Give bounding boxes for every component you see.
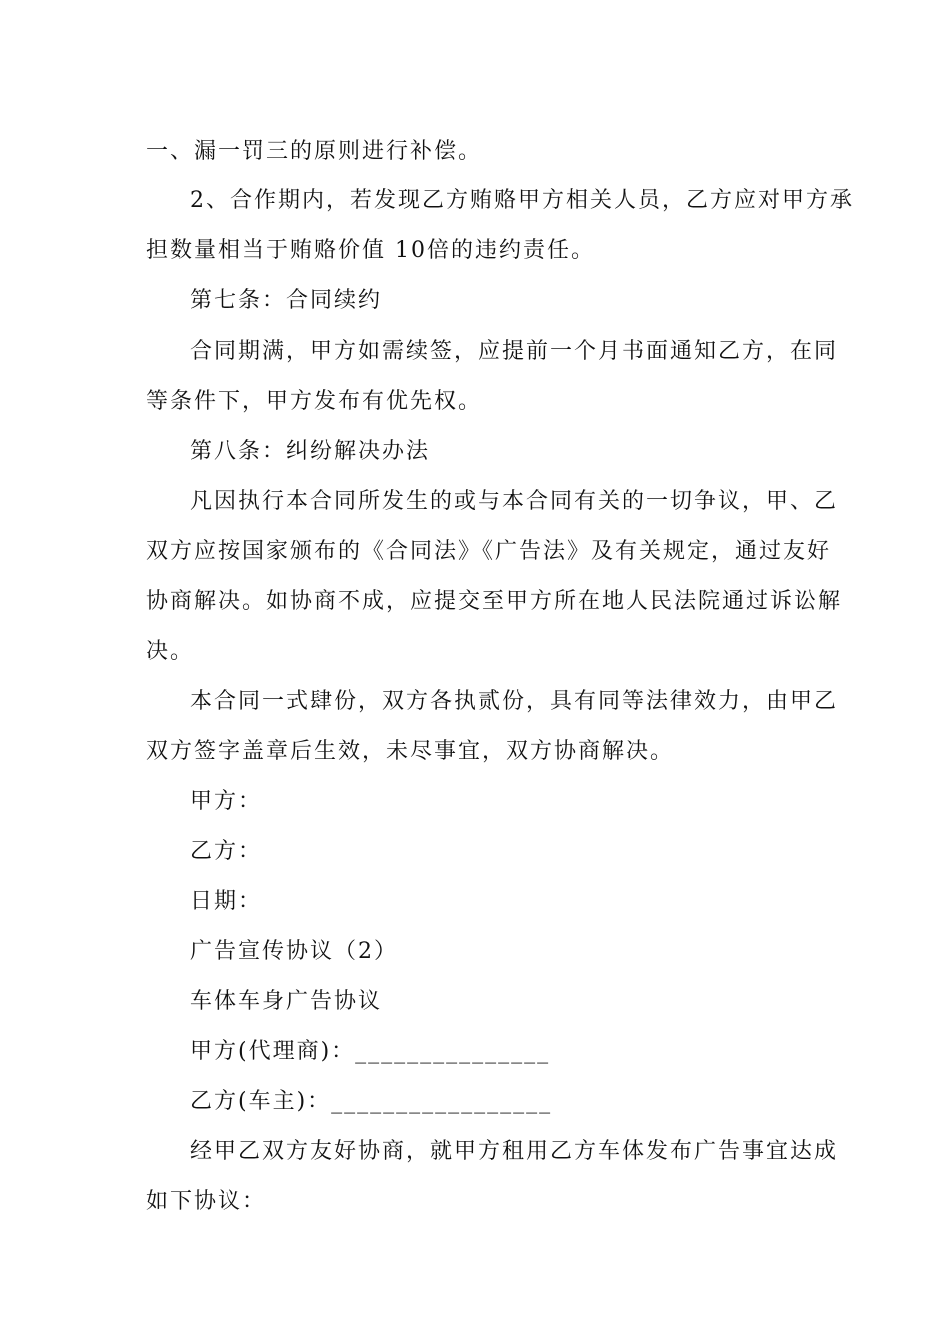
signature-date: 日期： <box>190 889 263 914</box>
signature-party-a: 甲方： <box>190 789 263 814</box>
section-heading: 第八条：纠纷解决办法 <box>190 439 431 464</box>
paragraph-line: 一、漏一罚三的原则进行补偿。 <box>146 139 483 164</box>
document-subtitle: 广告宣传协议（2） <box>190 939 398 964</box>
party-a-field: 甲方(代理商)：_______________ <box>190 1039 551 1064</box>
section-heading: 第七条：合同续约 <box>190 288 383 313</box>
paragraph-line: 决。 <box>146 639 195 664</box>
paragraph-line: 如下协议： <box>146 1189 267 1214</box>
paragraph-line: 经甲乙双方友好协商，就甲方租用乙方车体发布广告事宜达成 <box>190 1139 839 1164</box>
paragraph-line: 本合同一式肆份，双方各执贰份，具有同等法律效力，由甲乙 <box>190 689 839 714</box>
paragraph-line: 等条件下，甲方发布有优先权。 <box>146 389 483 414</box>
party-b-field: 乙方(车主)：_________________ <box>190 1089 553 1114</box>
paragraph-line: 双方签字盖章后生效，未尽事宜，双方协商解决。 <box>146 739 675 764</box>
paragraph-line: 担数量相当于贿赂价值 10倍的违约责任。 <box>146 238 595 263</box>
paragraph-line: 2、合作期内，若发现乙方贿赂甲方相关人员，乙方应对甲方承 <box>190 188 854 213</box>
paragraph-line: 协商解决。如协商不成，应提交至甲方所在地人民法院通过诉讼解 <box>146 589 843 614</box>
signature-party-b: 乙方： <box>190 839 263 864</box>
paragraph-line: 双方应按国家颁布的《合同法》《广告法》及有关规定，通过友好 <box>146 539 832 564</box>
paragraph-line: 合同期满，甲方如需续签，应提前一个月书面通知乙方，在同 <box>190 339 839 364</box>
agreement-title: 车体车身广告协议 <box>190 989 383 1014</box>
paragraph-line: 凡因执行本合同所发生的或与本合同有关的一切争议，甲、乙 <box>190 489 839 514</box>
